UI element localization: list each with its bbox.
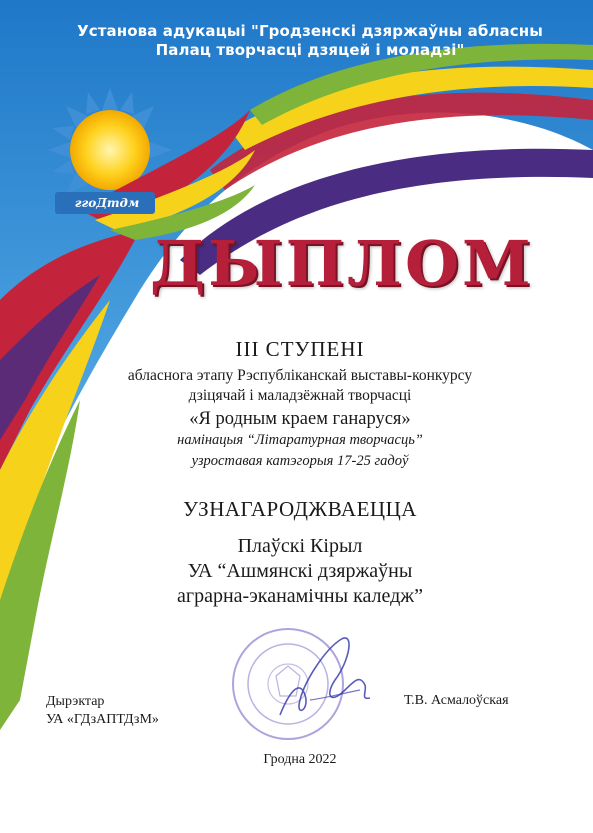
awarded-label: УЗНАГАРОДЖВАЕЦЦА: [183, 497, 417, 521]
institution-line-1: Установа адукацыі "Гродзенскі дзяржаўны абласны: [77, 22, 543, 40]
recipient-name: Плаўскі Кірыл: [237, 535, 363, 557]
contest-line-1: абласнога этапу Рэспубліканскай выставы-конкурсу: [127, 367, 473, 384]
director-signature: [270, 620, 380, 730]
diploma-title: ДЫПЛОМ: [150, 227, 534, 300]
institution-line-2: Палац творчасці дзяцей і моладзі": [155, 41, 465, 59]
place-date: Гродна 2022: [263, 752, 337, 767]
contest-line-2: дзіцячай і маладзёжнай творчасці: [188, 387, 412, 404]
logo-text: ггоДтдм: [74, 196, 140, 210]
degree-label: ІІІ СТУПЕНІ: [235, 337, 365, 361]
director-name: Т.В. Асмалоўская: [404, 693, 509, 708]
nomination-text: намінацыя “Літаратурная творчасць”: [177, 432, 423, 448]
recipient-org-line-1: УА “Ашмянскі дзяржаўны: [187, 560, 413, 582]
director-organization: УА «ГДзАПТДзМ»: [46, 712, 159, 727]
director-title: [46, 693, 159, 729]
institution-header: [60, 22, 560, 60]
recipient-org-line-2: аграрна-эканамічны каледж”: [177, 585, 423, 607]
contest-name: «Я родным краем ганаруся»: [189, 409, 411, 429]
age-category-text: узроставая катэгорыя 17-25 гадоў: [191, 453, 409, 469]
director-position: Дырэктар: [46, 694, 105, 709]
